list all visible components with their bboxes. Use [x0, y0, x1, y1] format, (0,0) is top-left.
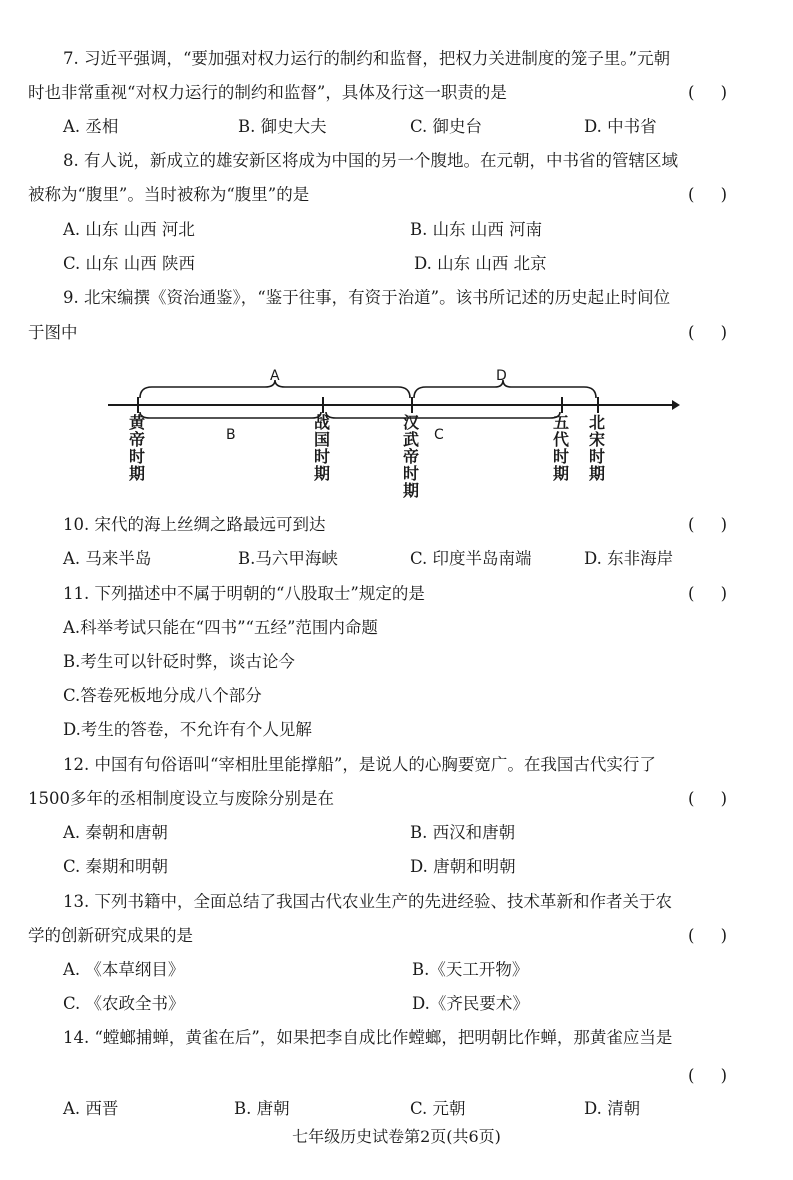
q13-stem-line1: 13. 下列书籍中，全面总结了我国古代农业生产的先进经验、技术革新和作者关于农 [63, 892, 672, 911]
q7-option-d: D. 中书省 [584, 117, 657, 136]
q7-option-b: B. 御史大夫 [238, 117, 327, 136]
q13-answer-blank[interactable]: ( ) [688, 926, 728, 945]
q13-option-a: A. 《本草纲目》 [63, 960, 185, 979]
page-footer: 七年级历史试卷第2页(共6页) [292, 1127, 501, 1146]
q8-stem-line2: 被称为“腹里”。当时被称为“腹里”的是 [28, 185, 310, 204]
q14-option-c: C. 元朝 [410, 1099, 466, 1118]
q11-stem: 11. 下列描述中不属于明朝的“八股取士”规定的是 [63, 584, 425, 603]
q12-option-b: B. 西汉和唐朝 [410, 823, 516, 842]
q13-option-c: C. 《农政全书》 [63, 994, 185, 1013]
q8-option-c: C. 山东 山西 陕西 [63, 254, 196, 273]
q9-answer-blank[interactable]: ( ) [688, 323, 728, 342]
q14-option-a: A. 西晋 [63, 1099, 119, 1118]
period-beisong: 北宋时期 [589, 413, 606, 483]
timeline-arrow [672, 400, 680, 410]
q7-stem-line1: 7. 习近平强调，“要加强对权力运行的制约和监督，把权力关进制度的笼子里。”元朝 [63, 49, 671, 68]
q12-option-c: C. 秦期和明朝 [63, 857, 169, 876]
q12-option-a: A. 秦朝和唐朝 [63, 823, 168, 842]
period-zhanguo: 战国时期 [314, 413, 331, 483]
label-d: D [496, 368, 507, 384]
q13-stem-line2: 学的创新研究成果的是 [28, 926, 193, 945]
q9-stem-line2: 于图中 [28, 323, 78, 342]
brace-b [140, 412, 321, 418]
q13-option-b: B.《天工开物》 [412, 960, 529, 979]
q14-stem: 14. “螳螂捕蝉，黄雀在后”，如果把李自成比作螳螂，把明朝比作蝉，那黄雀应当是 [63, 1028, 673, 1047]
q10-option-b: B.马六甲海峡 [238, 549, 338, 568]
brace-c [326, 412, 560, 418]
q8-option-b: B. 山东 山西 河南 [410, 220, 543, 239]
q9-timeline-diagram [0, 360, 793, 500]
q10-answer-blank[interactable]: ( ) [688, 515, 728, 534]
q11-answer-blank[interactable]: ( ) [688, 584, 728, 603]
q11-option-b: B.考生可以针砭时弊，谈古论今 [63, 652, 295, 671]
q7-answer-blank[interactable]: ( ) [688, 83, 728, 102]
q7-option-c: C. 御史台 [410, 117, 483, 136]
q8-option-d: D. 山东 山西 北京 [414, 254, 547, 273]
label-b: B [226, 427, 236, 443]
period-hanwudi: 汉武帝时期 [403, 413, 420, 500]
q8-stem-line1: 8. 有人说，新成立的雄安新区将成为中国的另一个腹地。在元朝，中书省的管辖区域 [63, 151, 678, 170]
q14-option-d: D. 清朝 [584, 1099, 641, 1118]
q7-stem-line2: 时也非常重视“对权力运行的制约和监督”，具体及行这一职责的是 [28, 83, 507, 102]
q7-option-a: A. 丞相 [63, 117, 119, 136]
q12-option-d: D. 唐朝和明朝 [410, 857, 516, 876]
q9-stem-line1: 9. 北宋编撰《资治通鉴》，“鉴于往事，有资于治道”。该书所记述的历史起止时间位 [63, 288, 671, 307]
q14-answer-blank[interactable]: ( ) [688, 1066, 728, 1085]
q11-option-d: D.考生的答卷，不允许有个人见解 [63, 720, 312, 739]
q14-option-b: B. 唐朝 [234, 1099, 290, 1118]
q13-option-d: D.《齐民要术》 [412, 994, 529, 1013]
q8-option-a: A. 山东 山西 河北 [63, 220, 195, 239]
q12-stem-line2: 1500多年的丞相制度设立与废除分别是在 [28, 789, 334, 808]
q11-option-a: A.科举考试只能在“四书”“五经”范围内命题 [63, 618, 378, 637]
q8-answer-blank[interactable]: ( ) [688, 185, 728, 204]
q10-option-a: A. 马来半岛 [63, 549, 152, 568]
label-c: C [434, 427, 444, 443]
q11-option-c: C.答卷死板地分成八个部分 [63, 686, 262, 705]
period-huangdi: 黄帝时期 [129, 413, 146, 483]
q12-stem-line1: 12. 中国有句俗语叫“宰相肚里能撑船”，是说人的心胸要宽广。在我国古代实行了 [63, 755, 656, 774]
q10-stem: 10. 宋代的海上丝绸之路最远可到达 [63, 515, 326, 534]
q10-option-d: D. 东非海岸 [584, 549, 674, 568]
period-wudai: 五代时期 [553, 413, 570, 483]
q10-option-c: C. 印度半岛南端 [410, 549, 532, 568]
q12-answer-blank[interactable]: ( ) [688, 789, 728, 808]
label-a: A [270, 368, 280, 384]
